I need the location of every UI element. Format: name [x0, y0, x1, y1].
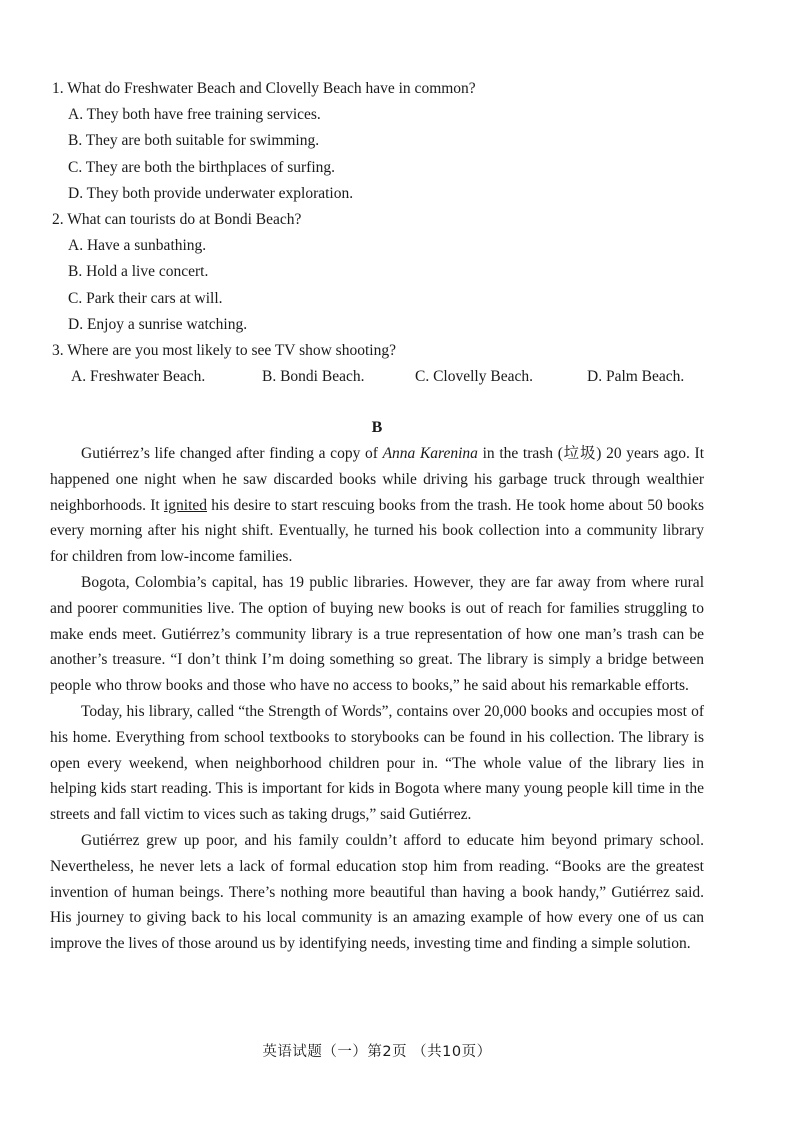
- option-d: D. Palm Beach.: [587, 368, 685, 386]
- option-a: A. Have a sunbathing.: [68, 237, 207, 255]
- option-a: A. They both have free training services.: [68, 106, 321, 123]
- reading-passage: [50, 441, 704, 957]
- book-title: Anna Karenina: [382, 445, 478, 462]
- paragraph-1: [50, 441, 704, 570]
- option-c: C. Park their cars at will.: [68, 289, 223, 307]
- option-b: B. Hold a live concert.: [68, 263, 209, 281]
- paragraph-3: Today, his library, called “the Strength of Words”, contains over 20,000 books and occupies most of his home. Everything from school textbooks to storybooks can be found in his collection. The library is open every weekend, when neighborhood children pour in. “The whole value of the library lies in helping kids start reading. This is important for kids in Bogota where many young people kill time in the streets and fall victim to vices such as taking drugs,” said Gutiérrez.: [50, 702, 704, 824]
- paragraph-4: Gutiérrez grew up poor, and his family couldn’t afford to educate him beyond primary school. Nevertheless, he never lets a lack of formal education stop him from reading. “Books are the greatest invention of human beings. There’s nothing more beautiful than having a book handy,” Gutiérrez said. His journey to giving back to his local community is an amazing example of how every one of us can improve the lives of those around us by identifying needs, investing time and finding a simple solution.: [50, 831, 704, 953]
- option-c: C. Clovelly Beach.: [415, 368, 533, 386]
- section-heading: B: [371, 419, 383, 436]
- option-c: C. They are both the birthplaces of surfing.: [68, 158, 336, 176]
- question-3: [52, 338, 752, 390]
- paragraph-text: his desire to start rescuing books from the trash. He took home about 50 books every morning after his night shift. Eventually, he turned his book collection into a community library for children from low-income families.: [50, 496, 704, 566]
- question-stem: 3. Where are you most likely to see TV show shooting?: [52, 342, 396, 360]
- option-d: D. Enjoy a sunrise watching.: [68, 316, 248, 334]
- paragraph-text: in the trash (垃圾) 20 years ago. It happened one night when he saw discarded books while driving his garbage truck through wealthier neighborhoods. It: [50, 445, 705, 514]
- options-row: [52, 364, 752, 390]
- paragraph-text: Gutiérrez’s life changed after finding a copy of: [81, 445, 383, 462]
- underlined-word: ignited: [163, 496, 208, 514]
- question-list: [52, 76, 752, 390]
- question-stem: 1. What do Freshwater Beach and Clovelly Beach have in common?: [52, 80, 476, 97]
- question-2: [52, 207, 752, 338]
- question-1: [52, 76, 752, 207]
- option-b: B. They are both suitable for swimming.: [68, 132, 320, 150]
- option-d: D. They both provide underwater exploration.: [68, 184, 354, 202]
- paragraph-2: Bogota, Colombia’s capital, has 19 public libraries. However, they are far away from where rural and poorer communities live. The option of buying new books is out of reach for families struggling to make ends meet. Gutiérrez’s community library is a true representation of how one man’s trash can be another’s treasure. “I don’t think I’m doing something so great. The library is simply a bridge between people who throw books and those who have no access to books,” he said about his remarkable efforts.: [50, 573, 704, 695]
- option-b: B. Bondi Beach.: [262, 368, 365, 386]
- page-footer: 英语试题（一）第2页 （共10页）: [262, 1044, 492, 1060]
- option-a: A. Freshwater Beach.: [71, 368, 206, 386]
- question-stem: 2. What can tourists do at Bondi Beach?: [52, 211, 302, 229]
